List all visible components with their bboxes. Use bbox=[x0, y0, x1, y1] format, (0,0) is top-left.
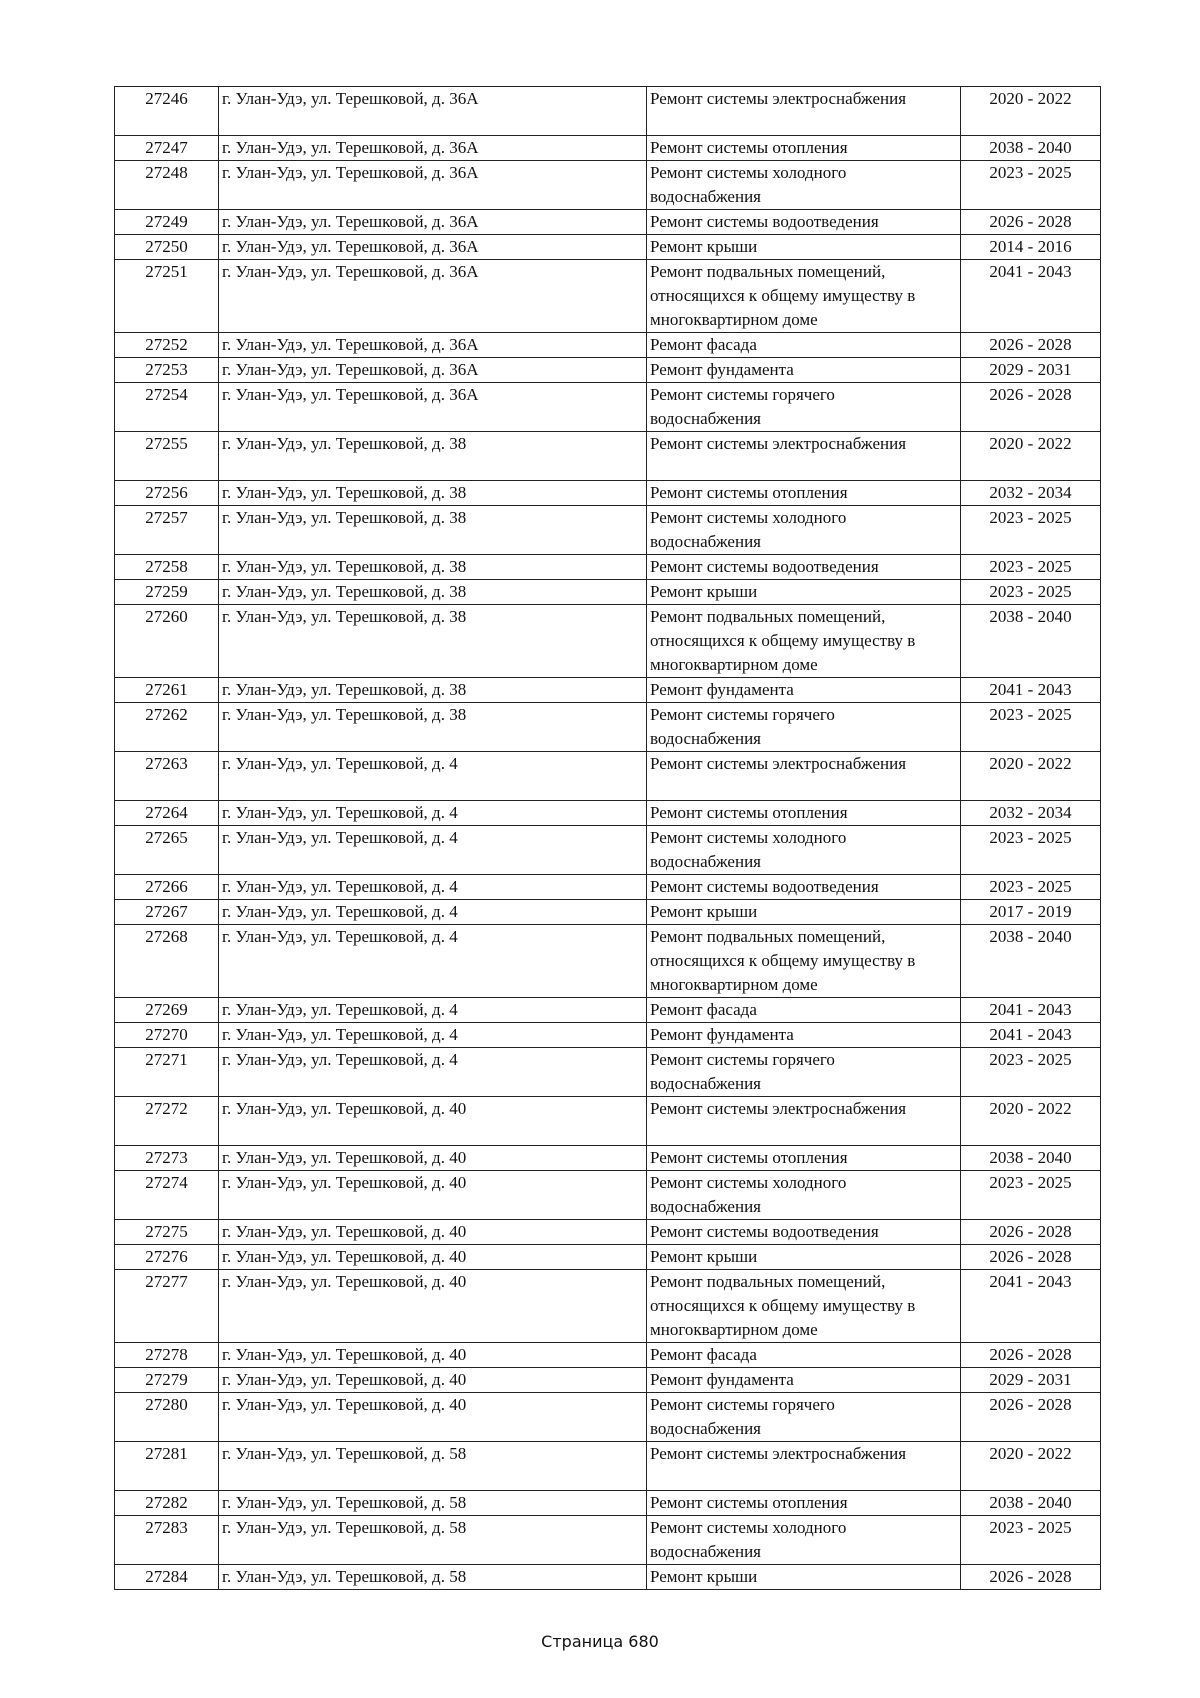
cell-work-type: Ремонт системы холодного водоснабжения bbox=[647, 1171, 961, 1220]
cell-number: 27266 bbox=[115, 875, 219, 900]
cell-number: 27260 bbox=[115, 605, 219, 678]
cell-number: 27284 bbox=[115, 1565, 219, 1590]
cell-number: 27273 bbox=[115, 1146, 219, 1171]
cell-period: 2023 - 2025 bbox=[961, 1171, 1101, 1220]
table-row bbox=[115, 1220, 1101, 1245]
cell-address: г. Улан-Удэ, ул. Терешковой, д. 58 bbox=[219, 1565, 647, 1590]
cell-number: 27279 bbox=[115, 1368, 219, 1393]
cell-number: 27247 bbox=[115, 136, 219, 161]
cell-period: 2032 - 2034 bbox=[961, 481, 1101, 506]
cell-number: 27249 bbox=[115, 210, 219, 235]
cell-number: 27248 bbox=[115, 161, 219, 210]
cell-period: 2026 - 2028 bbox=[961, 333, 1101, 358]
cell-work-type: Ремонт системы отопления bbox=[647, 1146, 961, 1171]
cell-work-type: Ремонт подвальных помещений, относящихся к общему имуществу в многоквартирном доме bbox=[647, 1270, 961, 1343]
cell-period: 2041 - 2043 bbox=[961, 998, 1101, 1023]
table-row bbox=[115, 1516, 1101, 1565]
cell-address: г. Улан-Удэ, ул. Терешковой, д. 36А bbox=[219, 383, 647, 432]
cell-address: г. Улан-Удэ, ул. Терешковой, д. 38 bbox=[219, 481, 647, 506]
cell-address: г. Улан-Удэ, ул. Терешковой, д. 40 bbox=[219, 1097, 647, 1146]
cell-period: 2023 - 2025 bbox=[961, 1048, 1101, 1097]
cell-number: 27264 bbox=[115, 801, 219, 826]
table-row bbox=[115, 1146, 1101, 1171]
cell-address: г. Улан-Удэ, ул. Терешковой, д. 36А bbox=[219, 235, 647, 260]
cell-number: 27265 bbox=[115, 826, 219, 875]
table-row bbox=[115, 1368, 1101, 1393]
cell-address: г. Улан-Удэ, ул. Терешковой, д. 4 bbox=[219, 801, 647, 826]
cell-period: 2038 - 2040 bbox=[961, 136, 1101, 161]
cell-work-type: Ремонт системы водоотведения bbox=[647, 210, 961, 235]
table-row bbox=[115, 1270, 1101, 1343]
cell-period: 2026 - 2028 bbox=[961, 1220, 1101, 1245]
table-row bbox=[115, 1245, 1101, 1270]
cell-address: г. Улан-Удэ, ул. Терешковой, д. 40 bbox=[219, 1368, 647, 1393]
cell-address: г. Улан-Удэ, ул. Терешковой, д. 38 bbox=[219, 555, 647, 580]
cell-number: 27252 bbox=[115, 333, 219, 358]
cell-work-type: Ремонт фундамента bbox=[647, 358, 961, 383]
cell-period: 2020 - 2022 bbox=[961, 1097, 1101, 1146]
table-row bbox=[115, 260, 1101, 333]
cell-work-type: Ремонт крыши bbox=[647, 900, 961, 925]
cell-work-type: Ремонт системы электроснабжения bbox=[647, 752, 961, 801]
table-row bbox=[115, 875, 1101, 900]
table-row bbox=[115, 87, 1101, 136]
cell-work-type: Ремонт подвальных помещений, относящихся к общему имуществу в многоквартирном доме bbox=[647, 925, 961, 998]
table-row bbox=[115, 333, 1101, 358]
cell-number: 27278 bbox=[115, 1343, 219, 1368]
table-row bbox=[115, 752, 1101, 801]
cell-address: г. Улан-Удэ, ул. Терешковой, д. 4 bbox=[219, 826, 647, 875]
cell-work-type: Ремонт фасада bbox=[647, 1343, 961, 1368]
cell-period: 2032 - 2034 bbox=[961, 801, 1101, 826]
cell-work-type: Ремонт системы водоотведения bbox=[647, 1220, 961, 1245]
cell-address: г. Улан-Удэ, ул. Терешковой, д. 4 bbox=[219, 1048, 647, 1097]
cell-number: 27275 bbox=[115, 1220, 219, 1245]
cell-work-type: Ремонт системы горячего водоснабжения bbox=[647, 1393, 961, 1442]
cell-period: 2020 - 2022 bbox=[961, 1442, 1101, 1491]
cell-work-type: Ремонт системы электроснабжения bbox=[647, 432, 961, 481]
table-row bbox=[115, 678, 1101, 703]
cell-number: 27255 bbox=[115, 432, 219, 481]
table-row bbox=[115, 605, 1101, 678]
cell-work-type: Ремонт фундамента bbox=[647, 1368, 961, 1393]
cell-period: 2023 - 2025 bbox=[961, 555, 1101, 580]
cell-address: г. Улан-Удэ, ул. Терешковой, д. 36А bbox=[219, 136, 647, 161]
cell-address: г. Улан-Удэ, ул. Терешковой, д. 38 bbox=[219, 605, 647, 678]
table-row bbox=[115, 1023, 1101, 1048]
cell-address: г. Улан-Удэ, ул. Терешковой, д. 36А bbox=[219, 260, 647, 333]
cell-period: 2026 - 2028 bbox=[961, 1343, 1101, 1368]
cell-work-type: Ремонт крыши bbox=[647, 235, 961, 260]
cell-work-type: Ремонт системы электроснабжения bbox=[647, 1097, 961, 1146]
table-row bbox=[115, 703, 1101, 752]
cell-number: 27267 bbox=[115, 900, 219, 925]
cell-work-type: Ремонт крыши bbox=[647, 580, 961, 605]
cell-address: г. Улан-Удэ, ул. Терешковой, д. 58 bbox=[219, 1491, 647, 1516]
cell-address: г. Улан-Удэ, ул. Терешковой, д. 4 bbox=[219, 1023, 647, 1048]
table-body bbox=[115, 87, 1101, 1590]
cell-number: 27274 bbox=[115, 1171, 219, 1220]
cell-period: 2020 - 2022 bbox=[961, 752, 1101, 801]
cell-period: 2020 - 2022 bbox=[961, 87, 1101, 136]
cell-work-type: Ремонт системы отопления bbox=[647, 481, 961, 506]
table-row bbox=[115, 136, 1101, 161]
cell-number: 27258 bbox=[115, 555, 219, 580]
cell-address: г. Улан-Удэ, ул. Терешковой, д. 40 bbox=[219, 1220, 647, 1245]
cell-number: 27251 bbox=[115, 260, 219, 333]
cell-work-type: Ремонт фундамента bbox=[647, 678, 961, 703]
cell-period: 2041 - 2043 bbox=[961, 678, 1101, 703]
cell-period: 2023 - 2025 bbox=[961, 703, 1101, 752]
table-row bbox=[115, 580, 1101, 605]
cell-period: 2038 - 2040 bbox=[961, 1491, 1101, 1516]
cell-work-type: Ремонт крыши bbox=[647, 1565, 961, 1590]
cell-address: г. Улан-Удэ, ул. Терешковой, д. 4 bbox=[219, 875, 647, 900]
cell-work-type: Ремонт системы водоотведения bbox=[647, 555, 961, 580]
cell-work-type: Ремонт системы холодного водоснабжения bbox=[647, 161, 961, 210]
cell-address: г. Улан-Удэ, ул. Терешковой, д. 4 bbox=[219, 900, 647, 925]
cell-work-type: Ремонт фасада bbox=[647, 998, 961, 1023]
cell-period: 2017 - 2019 bbox=[961, 900, 1101, 925]
cell-work-type: Ремонт крыши bbox=[647, 1245, 961, 1270]
cell-number: 27261 bbox=[115, 678, 219, 703]
cell-address: г. Улан-Удэ, ул. Терешковой, д. 40 bbox=[219, 1393, 647, 1442]
cell-work-type: Ремонт системы горячего водоснабжения bbox=[647, 703, 961, 752]
cell-address: г. Улан-Удэ, ул. Терешковой, д. 36А bbox=[219, 87, 647, 136]
cell-period: 2023 - 2025 bbox=[961, 580, 1101, 605]
table-row bbox=[115, 481, 1101, 506]
cell-number: 27277 bbox=[115, 1270, 219, 1343]
table-row bbox=[115, 826, 1101, 875]
cell-address: г. Улан-Удэ, ул. Терешковой, д. 58 bbox=[219, 1516, 647, 1565]
cell-period: 2038 - 2040 bbox=[961, 925, 1101, 998]
table-row bbox=[115, 210, 1101, 235]
cell-work-type: Ремонт системы электроснабжения bbox=[647, 87, 961, 136]
cell-address: г. Улан-Удэ, ул. Терешковой, д. 4 bbox=[219, 998, 647, 1023]
cell-period: 2038 - 2040 bbox=[961, 605, 1101, 678]
cell-period: 2026 - 2028 bbox=[961, 1245, 1101, 1270]
cell-period: 2020 - 2022 bbox=[961, 432, 1101, 481]
cell-number: 27270 bbox=[115, 1023, 219, 1048]
table-row bbox=[115, 506, 1101, 555]
cell-address: г. Улан-Удэ, ул. Терешковой, д. 58 bbox=[219, 1442, 647, 1491]
cell-work-type: Ремонт системы отопления bbox=[647, 801, 961, 826]
table-row bbox=[115, 555, 1101, 580]
table-row bbox=[115, 1343, 1101, 1368]
cell-work-type: Ремонт подвальных помещений, относящихся к общему имуществу в многоквартирном доме bbox=[647, 605, 961, 678]
cell-work-type: Ремонт системы горячего водоснабжения bbox=[647, 1048, 961, 1097]
cell-period: 2023 - 2025 bbox=[961, 875, 1101, 900]
cell-address: г. Улан-Удэ, ул. Терешковой, д. 4 bbox=[219, 925, 647, 998]
cell-number: 27263 bbox=[115, 752, 219, 801]
table-row bbox=[115, 1491, 1101, 1516]
cell-number: 27271 bbox=[115, 1048, 219, 1097]
table-row bbox=[115, 801, 1101, 826]
cell-address: г. Улан-Удэ, ул. Терешковой, д. 38 bbox=[219, 580, 647, 605]
cell-number: 27276 bbox=[115, 1245, 219, 1270]
cell-period: 2041 - 2043 bbox=[961, 1023, 1101, 1048]
cell-address: г. Улан-Удэ, ул. Терешковой, д. 40 bbox=[219, 1270, 647, 1343]
cell-period: 2029 - 2031 bbox=[961, 1368, 1101, 1393]
cell-number: 27272 bbox=[115, 1097, 219, 1146]
cell-period: 2041 - 2043 bbox=[961, 1270, 1101, 1343]
table-row bbox=[115, 925, 1101, 998]
cell-number: 27257 bbox=[115, 506, 219, 555]
cell-number: 27259 bbox=[115, 580, 219, 605]
cell-address: г. Улан-Удэ, ул. Терешковой, д. 40 bbox=[219, 1171, 647, 1220]
cell-period: 2014 - 2016 bbox=[961, 235, 1101, 260]
table-row bbox=[115, 432, 1101, 481]
cell-period: 2023 - 2025 bbox=[961, 1516, 1101, 1565]
cell-work-type: Ремонт системы холодного водоснабжения bbox=[647, 506, 961, 555]
cell-address: г. Улан-Удэ, ул. Терешковой, д. 36А bbox=[219, 333, 647, 358]
cell-work-type: Ремонт фасада bbox=[647, 333, 961, 358]
table-row bbox=[115, 1393, 1101, 1442]
cell-work-type: Ремонт системы электроснабжения bbox=[647, 1442, 961, 1491]
cell-period: 2023 - 2025 bbox=[961, 826, 1101, 875]
table-row bbox=[115, 1565, 1101, 1590]
cell-number: 27280 bbox=[115, 1393, 219, 1442]
table-row bbox=[115, 1171, 1101, 1220]
cell-work-type: Ремонт системы горячего водоснабжения bbox=[647, 383, 961, 432]
cell-work-type: Ремонт системы отопления bbox=[647, 136, 961, 161]
cell-period: 2026 - 2028 bbox=[961, 1565, 1101, 1590]
table-row bbox=[115, 998, 1101, 1023]
cell-number: 27268 bbox=[115, 925, 219, 998]
table-row bbox=[115, 383, 1101, 432]
cell-number: 27282 bbox=[115, 1491, 219, 1516]
cell-address: г. Улан-Удэ, ул. Терешковой, д. 36А bbox=[219, 161, 647, 210]
cell-period: 2041 - 2043 bbox=[961, 260, 1101, 333]
cell-number: 27283 bbox=[115, 1516, 219, 1565]
cell-number: 27256 bbox=[115, 481, 219, 506]
cell-work-type: Ремонт фундамента bbox=[647, 1023, 961, 1048]
table-row bbox=[115, 1097, 1101, 1146]
cell-number: 27253 bbox=[115, 358, 219, 383]
cell-number: 27250 bbox=[115, 235, 219, 260]
cell-work-type: Ремонт системы холодного водоснабжения bbox=[647, 826, 961, 875]
cell-period: 2026 - 2028 bbox=[961, 210, 1101, 235]
table-row bbox=[115, 235, 1101, 260]
table-row bbox=[115, 358, 1101, 383]
cell-number: 27246 bbox=[115, 87, 219, 136]
table-row bbox=[115, 1442, 1101, 1491]
cell-number: 27269 bbox=[115, 998, 219, 1023]
cell-address: г. Улан-Удэ, ул. Терешковой, д. 40 bbox=[219, 1245, 647, 1270]
cell-address: г. Улан-Удэ, ул. Терешковой, д. 38 bbox=[219, 506, 647, 555]
cell-address: г. Улан-Удэ, ул. Терешковой, д. 36А bbox=[219, 358, 647, 383]
page-number: Страница 680 bbox=[541, 1632, 659, 1651]
cell-work-type: Ремонт системы холодного водоснабжения bbox=[647, 1516, 961, 1565]
cell-period: 2038 - 2040 bbox=[961, 1146, 1101, 1171]
table-row bbox=[115, 161, 1101, 210]
table-row bbox=[115, 1048, 1101, 1097]
cell-period: 2026 - 2028 bbox=[961, 1393, 1101, 1442]
cell-address: г. Улан-Удэ, ул. Терешковой, д. 40 bbox=[219, 1146, 647, 1171]
repair-schedule-table bbox=[114, 86, 1101, 1590]
cell-address: г. Улан-Удэ, ул. Терешковой, д. 38 bbox=[219, 678, 647, 703]
cell-period: 2023 - 2025 bbox=[961, 161, 1101, 210]
cell-number: 27281 bbox=[115, 1442, 219, 1491]
cell-work-type: Ремонт системы отопления bbox=[647, 1491, 961, 1516]
cell-period: 2023 - 2025 bbox=[961, 506, 1101, 555]
table-row bbox=[115, 900, 1101, 925]
cell-address: г. Улан-Удэ, ул. Терешковой, д. 38 bbox=[219, 432, 647, 481]
cell-address: г. Улан-Удэ, ул. Терешковой, д. 4 bbox=[219, 752, 647, 801]
cell-period: 2026 - 2028 bbox=[961, 383, 1101, 432]
cell-number: 27254 bbox=[115, 383, 219, 432]
cell-work-type: Ремонт подвальных помещений, относящихся к общему имуществу в многоквартирном доме bbox=[647, 260, 961, 333]
cell-number: 27262 bbox=[115, 703, 219, 752]
cell-address: г. Улан-Удэ, ул. Терешковой, д. 40 bbox=[219, 1343, 647, 1368]
cell-address: г. Улан-Удэ, ул. Терешковой, д. 36А bbox=[219, 210, 647, 235]
cell-period: 2029 - 2031 bbox=[961, 358, 1101, 383]
cell-address: г. Улан-Удэ, ул. Терешковой, д. 38 bbox=[219, 703, 647, 752]
cell-work-type: Ремонт системы водоотведения bbox=[647, 875, 961, 900]
